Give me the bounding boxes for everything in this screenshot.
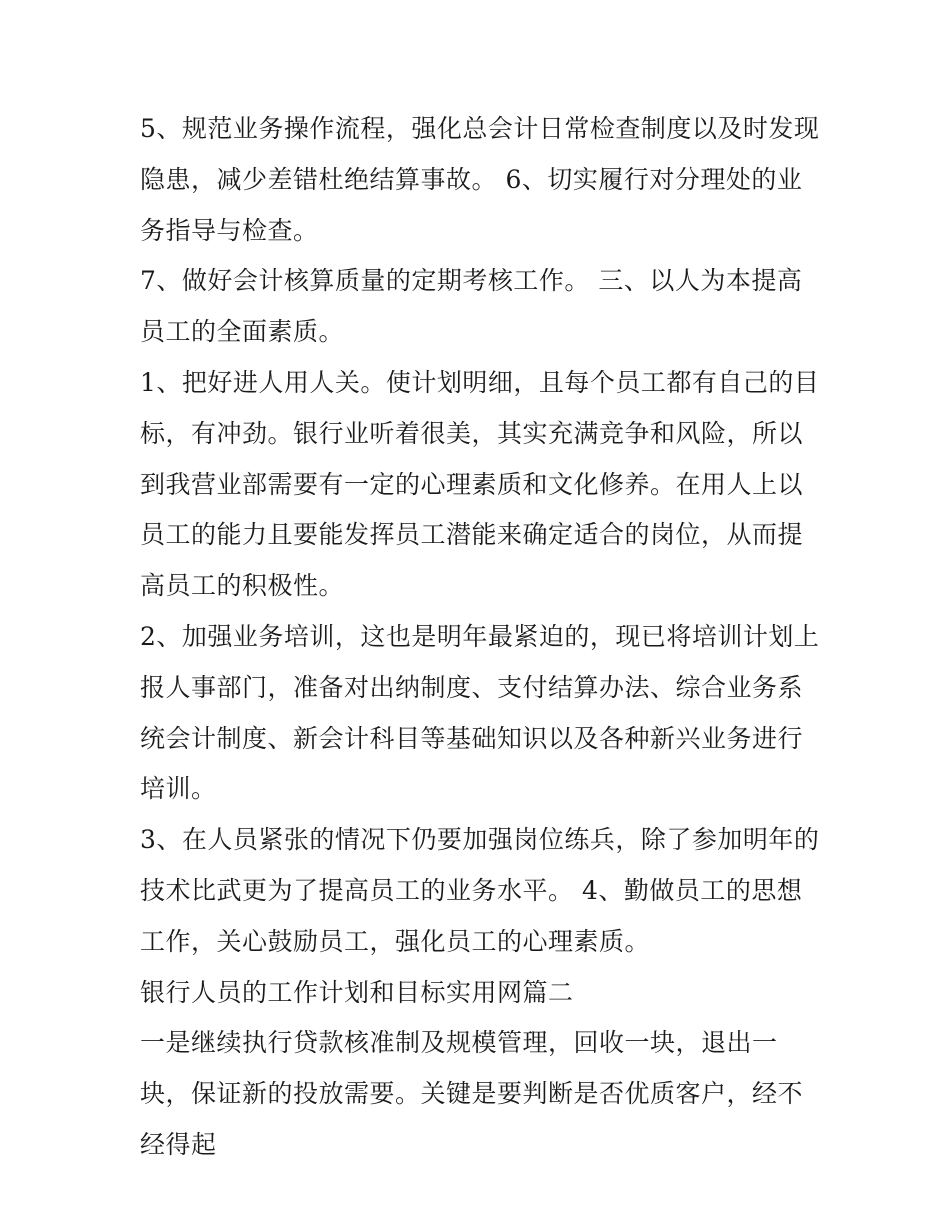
document-body [140, 104, 820, 1171]
section-heading: 银行人员的工作计划和目标实用网篇二 [140, 977, 574, 1007]
paragraph: 2、加强业务培训，这也是明年最紧迫的，现已将培训计划上报人事部门，准备对出纳制度、支付结算办法、综合业务系统会计制度、新会计科目等基础知识以及各种新兴业务进行培训。 [140, 621, 820, 804]
paragraph: 1、把好进人用人关。使计划明细，且每个员工都有自己的目标，有冲劲。银行业听着很美，其实充满竞争和风险，所以到我营业部需要有一定的心理素质和文化修养。在用人上以员工的能力且要能发挥员工潜能来确定适合的岗位，从而提高员工的积极性。 [140, 367, 820, 601]
paragraph: 一是继续执行贷款核准制及规模管理，回收一块，退出一块，保证新的投放需要。关键是要判断是否优质客户，经不经得起 [140, 1028, 804, 1159]
paragraph: 5、规范业务操作流程，强化总会计日常检查制度以及时发现隐患，减少差错杜绝结算事故。 6、切实履行对分理处的业务指导与检查。 [140, 114, 820, 245]
paragraph: 7、做好会计核算质量的定期考核工作。 三、以人为本提高员工的全面素质。 [140, 266, 803, 347]
paragraph: 3、在人员紧张的情况下仍要加强岗位练兵，除了参加明年的技术比武更为了提高员工的业务水平。 4、勤做员工的思想工作，关心鼓励员工，强化员工的心理素质。 [140, 825, 820, 956]
